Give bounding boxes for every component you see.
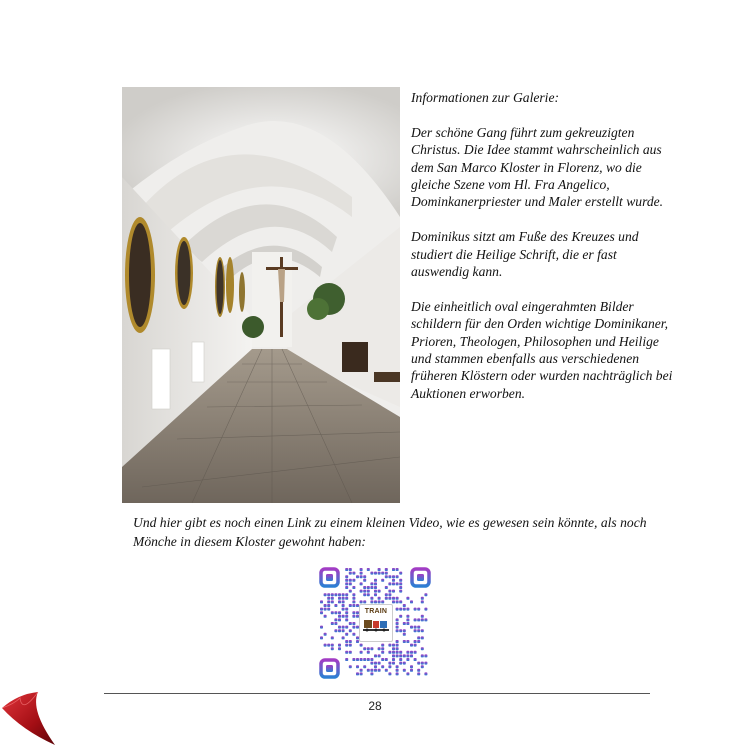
qr-module [421,647,424,650]
qr-module [334,622,337,625]
qr-module [392,651,395,654]
qr-module [338,615,341,618]
qr-module [396,640,399,643]
qr-module [385,593,388,596]
qr-module [381,658,384,661]
qr-module [360,600,363,603]
qr-module [342,593,345,596]
qr-module [392,647,395,650]
qr-module [345,593,348,596]
qr-module [385,669,388,672]
qr-module [342,626,345,629]
qr-module [360,672,363,675]
page-curl-icon[interactable] [0,690,60,747]
qr-module [327,600,330,603]
qr-module [414,658,417,661]
qr-module [417,618,420,621]
qr-module [338,600,341,603]
qr-module [396,629,399,632]
qr-module [392,579,395,582]
qr-module [385,575,388,578]
qr-module [374,654,377,657]
qr-module [360,572,363,575]
qr-module [414,651,417,654]
qr-module [424,662,427,665]
qr-module [356,672,359,675]
qr-module [349,590,352,593]
qr-module [367,669,370,672]
qr-module [392,582,395,585]
qr-module [385,568,388,571]
qr-module [352,658,355,661]
qr-module [378,590,381,593]
qr-module [370,586,373,589]
qr-module [388,597,391,600]
qr-module [378,669,381,672]
qr-module [396,582,399,585]
qr-module [342,604,345,607]
qr-module [399,615,402,618]
qr-module [345,618,348,621]
qr-module [331,593,334,596]
qr-module [345,575,348,578]
qr-module [334,611,337,614]
qr-module [360,669,363,672]
qr-module [352,615,355,618]
qr-module [414,640,417,643]
qr-module [381,579,384,582]
qr-module [406,672,409,675]
qr-module [349,651,352,654]
qr-module [331,611,334,614]
qr-module [388,644,391,647]
qr-module [367,651,370,654]
qr-module [424,608,427,611]
qr-module [370,572,373,575]
qr-module [424,593,427,596]
qr-module [324,633,327,636]
qr-module [424,672,427,675]
qr-module [410,651,413,654]
qr-module [417,669,420,672]
qr-module [327,608,330,611]
qr-module [417,636,420,639]
qr-module [392,590,395,593]
qr-module [388,672,391,675]
qr-module [378,662,381,665]
qr-module [334,618,337,621]
qr-module [324,604,327,607]
qr-module [360,590,363,593]
qr-module [367,647,370,650]
qr-module [396,644,399,647]
qr-logo-text: TRAIN [364,608,388,615]
qr-module [406,658,409,661]
qr-module [381,647,384,650]
qr-module [385,658,388,661]
qr-module [352,633,355,636]
qr-module [345,608,348,611]
qr-module [396,626,399,629]
qr-module [334,604,337,607]
qr-module [406,597,409,600]
qr-module [403,622,406,625]
qr-module [363,647,366,650]
qr-module [378,572,381,575]
qr-module [370,672,373,675]
qr-module [345,615,348,618]
qr-module [324,615,327,618]
qr-module [396,575,399,578]
gallery-info-paragraph: Die einheitlich oval eingerahmten Bilder schildern für den Orden wichtige Dominikaner, Prioren, Theologen, Philosophen und Heilige und stammen ebenfalls aus verschiedenen früheren Klöstern oder wurden nachträglich bei Auktionen erworben. [411,298,673,401]
qr-module [378,654,381,657]
qr-module [334,593,337,596]
qr-module [396,618,399,621]
qr-module [331,647,334,650]
qr-module [338,597,341,600]
qr-module [370,658,373,661]
qr-module [378,597,381,600]
qr-module [392,662,395,665]
qr-module [417,629,420,632]
qr-module [406,618,409,621]
qr-module [320,600,323,603]
qr-module [360,582,363,585]
qr-module [370,600,373,603]
qr-module [421,636,424,639]
qr-module [356,665,359,668]
qr-module [399,590,402,593]
qr-module [381,600,384,603]
qr-module [338,593,341,596]
qr-module [396,608,399,611]
qr-module [374,582,377,585]
qr-module [374,662,377,665]
qr-module [388,662,391,665]
qr-module [360,658,363,661]
qr-module [349,572,352,575]
qr-module [349,629,352,632]
qr-module [331,597,334,600]
qr-module [374,586,377,589]
qr-module [388,593,391,596]
qr-module [345,626,348,629]
qr-module [410,669,413,672]
qr-module [338,618,341,621]
qr-module [327,644,330,647]
qr-module [352,593,355,596]
qr-module [345,579,348,582]
qr-module [424,618,427,621]
qr-module [367,590,370,593]
qr-module [334,629,337,632]
qr-module [324,644,327,647]
qr-module [417,640,420,643]
qr-module [388,582,391,585]
qr-module [349,568,352,571]
qr-module [320,636,323,639]
qr-module [345,658,348,661]
qr-module [388,590,391,593]
qr-module [399,582,402,585]
qr-module [370,582,373,585]
qr-module [374,593,377,596]
qr-module [356,575,359,578]
qr-module [363,586,366,589]
qr-module [414,608,417,611]
qr-module [352,622,355,625]
qr-module [421,618,424,621]
qr-module [345,651,348,654]
qr-module [345,640,348,643]
qr-module [392,654,395,657]
qr-module [396,669,399,672]
qr-module [396,600,399,603]
qr-module [417,626,420,629]
qr-module [417,662,420,665]
qr-module [381,651,384,654]
qr-module [349,640,352,643]
qr-module [360,575,363,578]
qr-module [352,626,355,629]
qr-module [388,665,391,668]
qr-module [406,622,409,625]
qr-module [349,604,352,607]
qr-module [388,651,391,654]
gallery-info-paragraph: Der schöne Gang führt zum gekreuzigten Christus. Die Idee stammt wahrscheinlich aus dem San Marco Kloster in Florenz, wo die gleiche Szene vom Hl. Fra Angelico, Dominkanerpriester und Maler erstellt wurde. [411,124,664,210]
train-icon [363,617,389,633]
qr-module [403,669,406,672]
gallery-info-paragraph: Dominikus sitzt am Fuße des Kreuzes und studiert die Heilige Schrift, die er fast auswendig kann. [411,229,639,280]
qr-module [406,651,409,654]
qr-module [345,586,348,589]
qr-module [421,615,424,618]
qr-module [392,597,395,600]
qr-module [360,651,363,654]
qr-module [374,600,377,603]
qr-module [410,600,413,603]
qr-module [399,662,402,665]
qr-module [399,572,402,575]
qr-module [367,568,370,571]
qr-module [385,586,388,589]
qr-module [399,651,402,654]
qr-module [374,579,377,582]
qr-module [345,582,348,585]
qr-module [331,600,334,603]
qr-module [378,568,381,571]
qr-module [403,640,406,643]
qr-train-logo [359,604,393,642]
qr-module [370,662,373,665]
qr-module [320,626,323,629]
qr-module [363,575,366,578]
qr-module [403,608,406,611]
qr-module [363,593,366,596]
qr-module [396,568,399,571]
qr-module [403,633,406,636]
qr-module [338,644,341,647]
qr-module [345,597,348,600]
qr-module [410,644,413,647]
qr-module [410,654,413,657]
qr-module [331,644,334,647]
qr-module [414,644,417,647]
qr-module [399,600,402,603]
qr-module [360,644,363,647]
qr-module [331,622,334,625]
qr-module [410,665,413,668]
qr-module [345,633,348,636]
qr-module [324,593,327,596]
qr-module [381,644,384,647]
qr-module [399,579,402,582]
qr-module [349,579,352,582]
qr-module [403,654,406,657]
qr-module [352,600,355,603]
qr-module [374,572,377,575]
qr-module [381,572,384,575]
qr-module [320,611,323,614]
qr-module [352,579,355,582]
qr-module [414,629,417,632]
qr-module [352,611,355,614]
qr-module [424,654,427,657]
gallery-info-heading: Informationen zur Galerie: [411,90,560,105]
qr-module [396,597,399,600]
qr-module [356,658,359,661]
qr-module [396,672,399,675]
qr-module [370,597,373,600]
qr-module [403,629,406,632]
qr-module [345,644,348,647]
qr-module [403,604,406,607]
qr-module [342,636,345,639]
qr-module [345,611,348,614]
qr-module [399,586,402,589]
qr-module [363,590,366,593]
qr-module [417,672,420,675]
qr-module [414,626,417,629]
qr-module [385,572,388,575]
qr-module [370,669,373,672]
qr-module [399,658,402,661]
qr-module [378,600,381,603]
qr-module [388,575,391,578]
qr-module [352,572,355,575]
qr-module [363,579,366,582]
qr-module [324,608,327,611]
page-number: 28 [368,699,382,713]
qr-module [352,604,355,607]
qr-module [338,629,341,632]
qr-module [349,644,352,647]
qr-module [399,629,402,632]
qr-module [385,597,388,600]
qr-module [421,665,424,668]
qr-module [327,593,330,596]
qr-module [396,665,399,668]
qr-module [374,665,377,668]
qr-module [406,608,409,611]
qr-module [327,597,330,600]
qr-module [406,640,409,643]
qr-module [338,647,341,650]
cloister-corridor-photo [122,87,400,503]
qr-module [421,600,424,603]
qr-module [345,568,348,571]
qr-module [414,618,417,621]
qr-module [363,665,366,668]
qr-module [331,636,334,639]
qr-module [399,608,402,611]
video-qr-code[interactable] [318,566,432,680]
qr-module [410,626,413,629]
qr-module [367,658,370,661]
qr-module [360,568,363,571]
qr-module [392,575,395,578]
qr-module [338,626,341,629]
qr-module [349,665,352,668]
qr-module [399,654,402,657]
qr-module [374,590,377,593]
qr-module [352,597,355,600]
qr-module [342,608,345,611]
qr-module [417,608,420,611]
qr-module [367,586,370,589]
qr-module [349,622,352,625]
qr-module [381,665,384,668]
qr-module [342,629,345,632]
qr-module [342,600,345,603]
qr-module [392,658,395,661]
qr-module [342,615,345,618]
qr-module [363,658,366,661]
qr-module [320,608,323,611]
qr-module [406,654,409,657]
qr-module [396,654,399,657]
qr-module [338,611,341,614]
qr-module [403,662,406,665]
qr-module [392,644,395,647]
gallery-info-text [411,89,673,420]
qr-module [370,647,373,650]
footer-rule [104,693,650,694]
qr-module [363,600,366,603]
qr-module [342,597,345,600]
qr-module [396,647,399,650]
qr-module [367,593,370,596]
qr-module [406,615,409,618]
qr-module [392,600,395,603]
qr-module [378,647,381,650]
qr-module [374,669,377,672]
qr-module [421,597,424,600]
qr-module [396,651,399,654]
qr-module [352,586,355,589]
qr-module [421,629,424,632]
qr-module [421,662,424,665]
qr-module [392,568,395,571]
qr-module [327,604,330,607]
qr-module [421,654,424,657]
video-link-text: Und hier gibt es noch einen Link zu einem kleinen Video, wie es gewesen sein könnte, als noch Mönche in diesem Kloster gewohnt haben: [133,515,647,549]
qr-module [349,582,352,585]
qr-module [396,622,399,625]
